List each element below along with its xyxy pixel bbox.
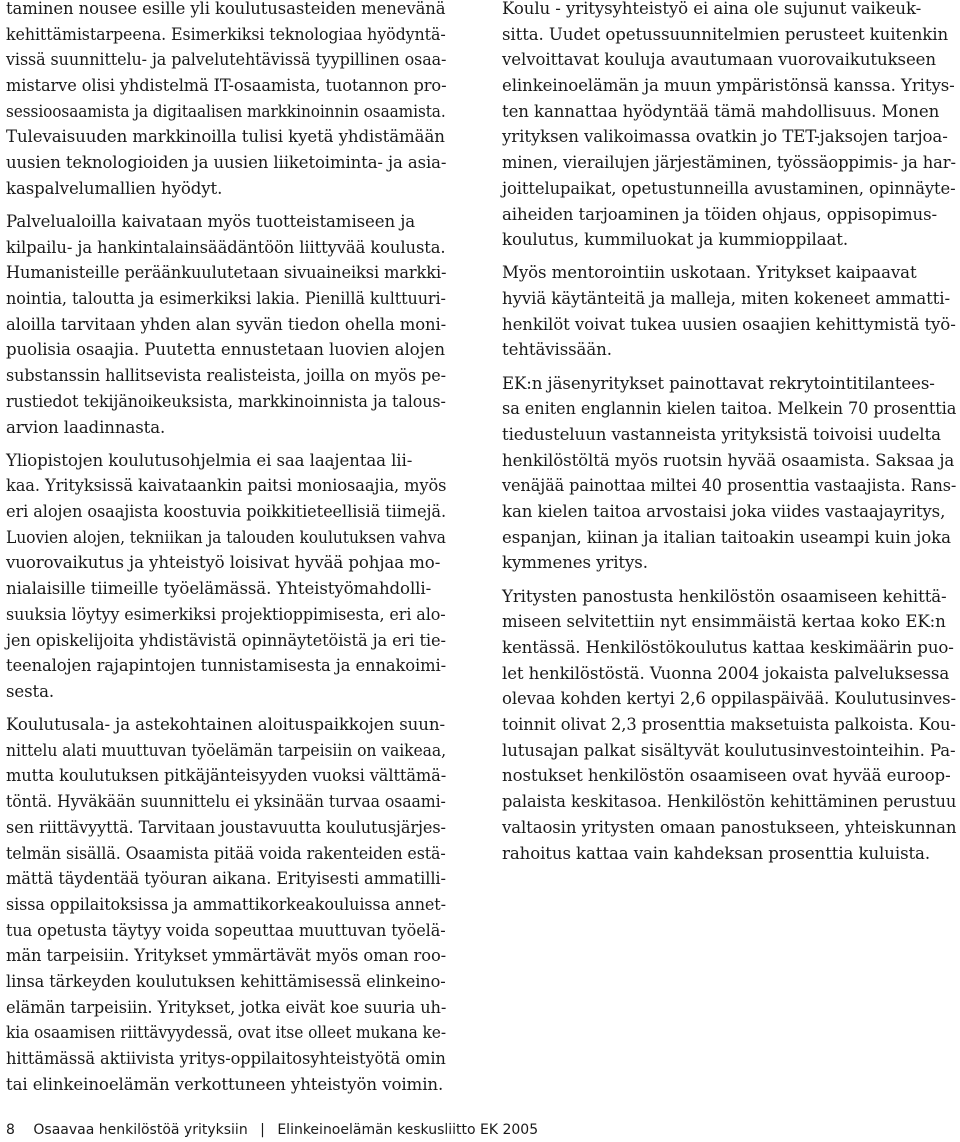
text-line: Humanisteille peräänkuulutetaan sivuaineiksi markki- <box>6 263 447 283</box>
text-line: kia osaamisen riittävyydessä, ovat itse olleet mukana ke- <box>6 1023 446 1043</box>
text-line: sitta. Uudet opetussuunnitelmien perusteet kuitenkin <box>502 24 949 44</box>
text-line: suuksia löytyy esimerkiksi projektioppimisesta, eri alo- <box>6 604 446 624</box>
text-line: mistarve olisi yhdistelmä IT-osaamista, tuotannon pro- <box>6 76 447 96</box>
footer-separator: | <box>260 1122 265 1138</box>
paragraph-gap <box>502 253 956 261</box>
paragraph <box>502 371 956 577</box>
paragraph-gap <box>6 440 446 448</box>
text-line: Koulutusala- ja astekohtainen aloituspaikkojen suun- <box>6 715 445 735</box>
text-line: taminen nousee esille yli koulutusasteiden menevänä <box>6 0 446 18</box>
text-line: miseen selvitettiin nyt ensimmäistä kertaa koko EK:n <box>502 612 946 632</box>
text-line: koulutus, kummiluokat ja kummioppilaat. <box>502 230 849 250</box>
paragraph <box>6 712 446 1097</box>
text-line: kilpailu- ja hankintalainsäädäntöön liittyvää koulusta. <box>6 237 446 257</box>
text-line: linsa tärkeyden koulutuksen kehittämisessä elinkeino- <box>6 971 446 991</box>
paragraph <box>6 448 446 705</box>
text-line: eri alojen osaajista koostuvia poikkitieteellisiä tiimejä. <box>6 502 447 522</box>
text-line: puolisia osaajia. Puutetta ennustetaan luovien alojen <box>6 340 445 360</box>
paragraph-gap <box>502 363 956 371</box>
paragraph <box>6 0 446 202</box>
text-line: henkilöt voivat tukea uusien osaajien kehittymistä työ- <box>502 314 956 334</box>
publication-title: Osaavaa henkilöstöä yrityksiin <box>33 1122 248 1138</box>
text-line: mättä täydentää työuran aikana. Erityisesti ammatilli- <box>6 869 446 889</box>
text-line: elinkeinoelämän ja muun ympäristönsä kanssa. Yritys- <box>502 76 955 96</box>
paragraph-gap <box>6 705 446 713</box>
text-line: aiheiden tarjoaminen ja töiden ohjaus, oppisopimus- <box>502 204 938 224</box>
text-line: venäjää painottaa miltei 40 prosenttia vastaajista. Rans- <box>502 476 957 496</box>
text-line: sissa oppilaitoksissa ja ammattikorkeakouluissa annet- <box>6 894 446 914</box>
paragraph <box>502 260 956 363</box>
text-line: kaspalvelumallien hyödyt. <box>6 178 223 198</box>
text-line: velvoittavat kouluja avautumaan vuorovaikutukseen <box>502 50 936 70</box>
text-line: sesta. <box>6 681 55 701</box>
text-line: tua opetusta täytyy voida sopeuttaa muuttuvan työelä- <box>6 920 446 940</box>
page-number: 8 <box>6 1122 15 1138</box>
publisher-name: Elinkeinoelämän keskusliitto EK 2005 <box>277 1122 539 1138</box>
text-line: sen riittävyyttä. Tarvitaan joustavuutta koulutusjärjes- <box>6 817 446 837</box>
text-line: espanjan, kiinan ja italian taitoakin useampi kuin joka <box>502 527 951 547</box>
text-line: ten kannattaa hyödyntää tämä mahdollisuus. Monen <box>502 101 940 121</box>
text-line: Yritysten panostusta henkilöstön osaamiseen kehittä- <box>502 586 947 606</box>
text-line: Luovien alojen, tekniikan ja talouden koulutuksen vahva <box>6 527 446 547</box>
text-line: elämän tarpeisiin. Yritykset, jotka eivät koe suuria uh- <box>6 997 447 1017</box>
text-line: tehtävissään. <box>502 340 612 360</box>
text-line: teenalojen rajapintojen tunnistamisesta ja ennakoimi- <box>6 656 447 676</box>
text-line: rahoitus kattaa vain kahdeksan prosenttia kuluista. <box>502 843 931 863</box>
text-line: palaista keskitasoa. Henkilöstön kehittäminen perustuu <box>502 792 957 812</box>
text-line: substanssin hallitsevista realisteista, joilla on myös pe- <box>6 366 446 386</box>
text-line: vissä suunnittelu- ja palvelutehtävissä tyypillinen osaa- <box>6 50 447 70</box>
text-line: arvion laadinnasta. <box>6 417 166 437</box>
text-line: kaa. Yrityksissä kaivataankin paitsi moniosaajia, myös <box>6 476 447 496</box>
text-line: vuorovaikutus ja yhteistyö loisivat hyvää pohjaa mo- <box>6 553 441 573</box>
text-line: hyviä käytänteitä ja malleja, miten kokeneet ammatti- <box>502 289 950 309</box>
paragraph <box>502 0 956 253</box>
text-line: töntä. Hyväkään suunnittelu ei yksinään turvaa osaami- <box>6 792 446 812</box>
left-text-column <box>6 0 446 1097</box>
text-line: nostukset henkilöstön osaamiseen ovat hyvää euroop- <box>502 766 951 786</box>
paragraph <box>502 584 956 867</box>
text-line: yrityksen valikoimassa ovatkin jo TET-jaksojen tarjoa- <box>502 127 948 147</box>
text-line: män tarpeisiin. Yritykset ymmärtävät myös oman roo- <box>6 946 447 966</box>
text-line: joittelupaikat, opetustunneilla avustaminen, opinnäyte- <box>502 178 956 198</box>
text-line: telmän sisällä. Osaamista pitää voida rakenteiden estä- <box>6 843 446 863</box>
text-line: aloilla tarvitaan yhden alan syvän tiedon ohella moni- <box>6 314 447 334</box>
text-line: uusien teknologioiden ja uusien liiketoiminta- ja asia- <box>6 153 447 173</box>
text-line: jen opiskelijoita yhdistävistä opinnäytetöistä ja eri tie- <box>6 630 446 650</box>
text-line: EK:n jäsenyritykset painottavat rekrytointitilantees- <box>502 373 935 393</box>
right-text-column <box>502 0 956 866</box>
text-line: lutusajan palkat sisältyvät koulutusinvestointeihin. Pa- <box>502 740 956 760</box>
text-line: mutta koulutuksen pitkäjänteisyyden vuoksi välttämä- <box>6 766 447 786</box>
page-footer <box>6 1122 538 1138</box>
text-line: kehittämistarpeena. Esimerkiksi teknologiaa hyödyntä- <box>6 24 446 44</box>
text-line: nointia, taloutta ja esimerkiksi lakia. Pienillä kulttuuri- <box>6 289 446 309</box>
text-line: tai elinkeinoelämän verkottuneen yhteistyön voimin. <box>6 1074 444 1094</box>
text-line: nialaisille tiimeille työelämässä. Yhteistyömahdolli- <box>6 579 432 599</box>
text-line: Myös mentorointiin uskotaan. Yritykset kaipaavat <box>502 263 917 283</box>
text-line: minen, vierailujen järjestäminen, työssäoppimis- ja har- <box>502 153 956 173</box>
text-line: kymmenes yritys. <box>502 553 648 573</box>
text-line: nittelu alati muuttuvan työelämän tarpeisiin on vaikeaa, <box>6 740 446 760</box>
text-line: Palvelualoilla kaivataan myös tuotteistamiseen ja <box>6 212 416 231</box>
text-line: valtaosin yritysten omaan panostukseen, yhteiskunnan <box>502 817 957 837</box>
text-line: hittämässä aktiivista yritys-oppilaitosyhteistyötä omin <box>6 1049 446 1068</box>
text-line: Yliopistojen koulutusohjelmia ei saa laajentaa lii- <box>6 450 413 470</box>
paragraph-gap <box>6 202 446 210</box>
paragraph-gap <box>502 576 956 584</box>
text-line: rustiedot tekijänoikeuksista, markkinoinnista ja talous- <box>6 391 446 411</box>
text-line: olevaa kohden kertyi 2,6 oppilaspäivää. Koulutusinves- <box>502 689 956 709</box>
text-line: toinnit olivat 2,3 prosenttia maksetuista palkoista. Kou- <box>502 715 956 735</box>
text-line: Koulu - yritysyhteistyö ei aina ole sujunut vaikeuk- <box>502 0 922 18</box>
text-line: tiedusteluun vastanneista yrityksistä toivoisi uudelta <box>502 425 941 444</box>
text-line: sessioosaamista ja digitaalisen markkinoinnin osaamista. <box>6 101 446 121</box>
text-line: kentässä. Henkilöstökoulutus kattaa keskimäärin puo- <box>502 638 954 657</box>
text-line: let henkilöstöstä. Vuonna 2004 jokaista palveluksessa <box>502 663 950 683</box>
text-line: sa eniten englannin kielen taitoa. Melkein 70 prosenttia <box>502 399 957 419</box>
text-line: kan kielen taitoa arvostaisi joka viides vastaajayritys, <box>502 502 946 522</box>
text-line: Tulevaisuuden markkinoilla tulisi kyetä yhdistämään <box>6 127 445 147</box>
paragraph <box>6 209 446 440</box>
text-line: henkilöstöltä myös ruotsin hyvää osaamista. Saksaa ja <box>502 450 955 470</box>
